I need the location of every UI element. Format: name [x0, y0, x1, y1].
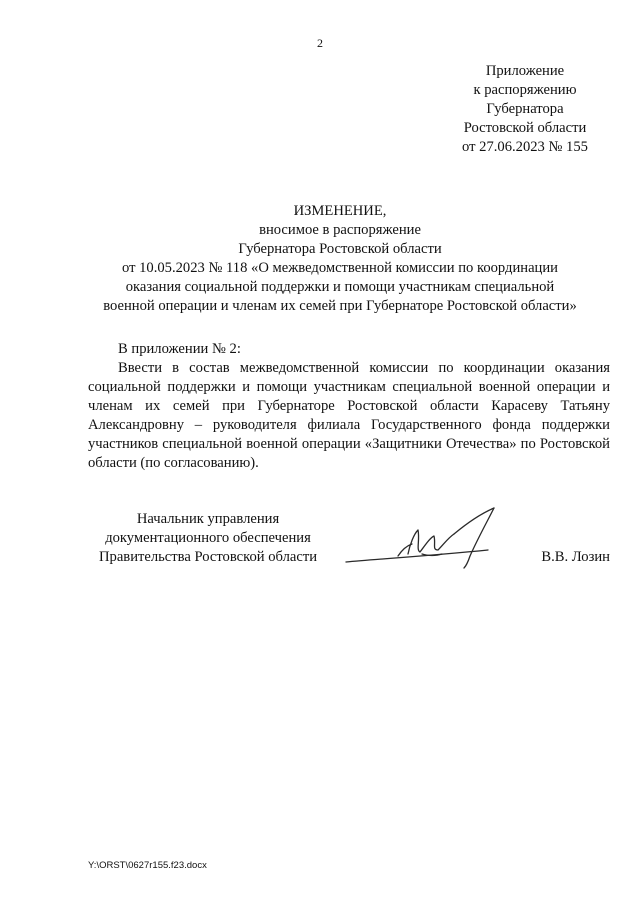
- body-intro: В приложении № 2:: [118, 341, 241, 357]
- approval-line: Ростовской области: [463, 120, 587, 136]
- document-heading: [40, 202, 640, 316]
- approval-line: Приложение: [485, 63, 565, 79]
- signer-name: В.В. Лозин: [541, 549, 610, 565]
- approval-line: от 27.06.2023 № 155: [462, 139, 588, 155]
- approval-block: [440, 62, 610, 157]
- heading-line: от 10.05.2023 № 118 «О межведомственной комиссии по координации: [122, 260, 558, 276]
- heading-line: вносимое в распоряжение: [259, 222, 421, 238]
- document-body: [88, 340, 610, 473]
- heading-line: оказания социальной поддержки и помощи участникам специальной: [125, 279, 555, 295]
- body-paragraph: Ввести в состав межведомственной комиссии по координации оказания социальной поддержки и помощи участникам специальной военной операции и членам их семей при Губернаторе Ростовской области Карасеву Татьяну Александровну – руководителя филиала Государственного фонда поддержки участников специальной военной операции «Защитники Отечества» по Ростовской области (по согласованию).: [88, 360, 610, 471]
- heading-line: Губернатора Ростовской области: [238, 241, 442, 257]
- signer-position-line: Правительства Ростовской области: [98, 549, 318, 565]
- handwritten-signature: [338, 504, 508, 574]
- document-title: ИЗМЕНЕНИЕ,: [293, 203, 387, 219]
- signer-position: [88, 510, 328, 567]
- signer-position-line: Начальник управления: [136, 511, 280, 527]
- approval-line: Губернатора: [486, 101, 564, 117]
- signer-position-line: документационного обеспечения: [105, 530, 311, 546]
- approval-line: к распоряжению: [473, 82, 577, 98]
- heading-line: военной операции и членам их семей при Губернаторе Ростовской области»: [103, 298, 577, 314]
- file-path: Y:\ORST\0627r155.f23.docx: [88, 860, 207, 871]
- page-number: 2: [317, 36, 323, 50]
